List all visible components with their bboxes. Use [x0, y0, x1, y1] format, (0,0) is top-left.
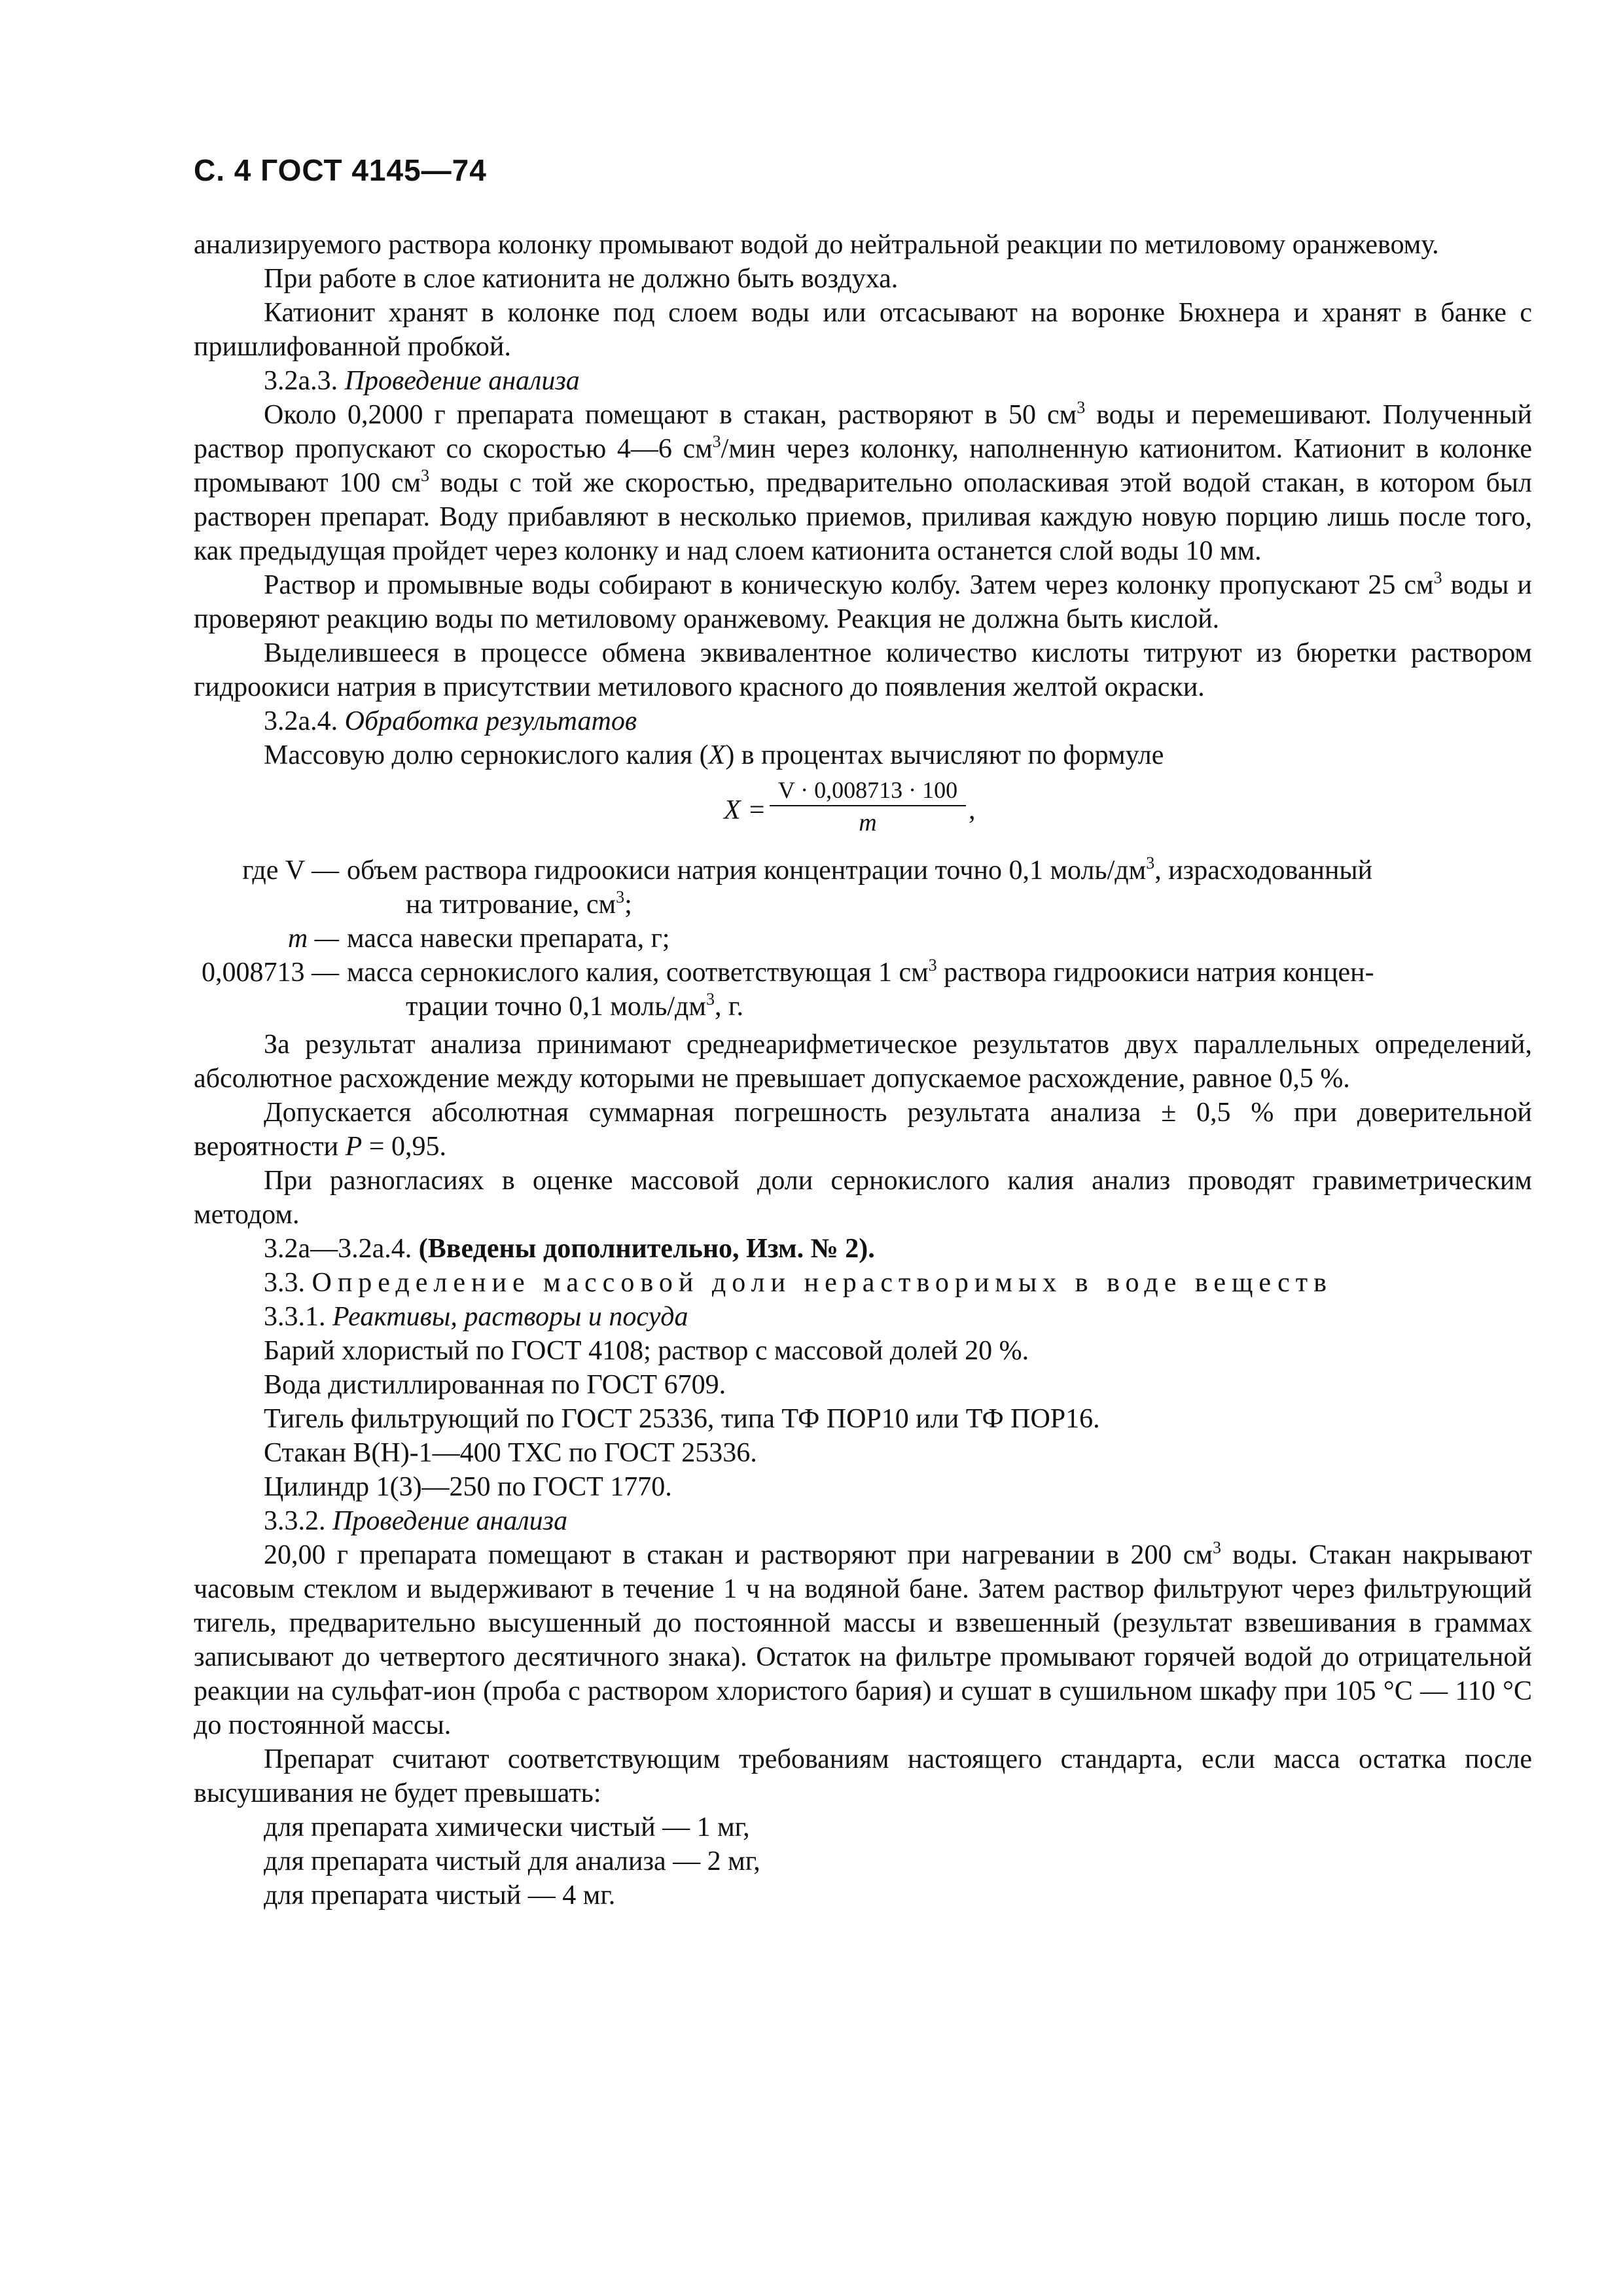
- formula-denominator: m: [859, 809, 877, 836]
- paragraph: При работе в слое катионита не должно быть воздуха.: [264, 264, 899, 294]
- page-header: С. 4 ГОСТ 4145—74: [194, 153, 487, 187]
- section-number: 3.2а—3.2а.4.: [264, 1234, 412, 1264]
- paragraph: Препарат считают соответствующим требованиям настоящего стандарта, если масса остатка после высушивания не будет превышать:: [194, 1744, 1532, 1808]
- formula-fraction: [770, 775, 966, 839]
- section-title: Проведение анализа: [344, 366, 580, 396]
- formula: [194, 775, 1532, 848]
- text-run: масса сернокислого калия, соответствующая 1 см: [347, 958, 929, 988]
- definition-row: [194, 956, 1532, 1024]
- text-run: , г.: [715, 992, 744, 1022]
- reagent-item: Стакан В(Н)-1—400 ТХС по ГОСТ 25336.: [264, 1438, 757, 1468]
- text-run: воды и проверяют реакцию воды по метиловому оранжевому. Реакция не должна быть кислой.: [194, 570, 1533, 634]
- section-number: 3.2а.4.: [264, 706, 338, 736]
- text-run: воды и перемешивают. Полученный раствор пропускают со скоростью 4—6 см: [194, 400, 1532, 464]
- formula-numerator: V · 0,008713 · 100: [770, 775, 966, 806]
- superscript: 3: [712, 432, 721, 451]
- paragraph: [194, 1538, 1532, 1742]
- section-number: 3.3.: [264, 1268, 305, 1298]
- section-number: 3.2а.3.: [264, 366, 338, 396]
- section-number: 3.3.2.: [264, 1506, 326, 1536]
- section-heading-3-3: [194, 1266, 1532, 1300]
- definition-term: m —: [287, 924, 339, 954]
- formula-lhs: X =: [724, 795, 766, 825]
- definition-continuation: [347, 990, 1532, 1024]
- variable-definitions: [194, 853, 1532, 1024]
- amendment-note: [194, 1232, 1532, 1266]
- text-run: = 0,95.: [362, 1132, 446, 1162]
- formula-comma: ,: [969, 795, 976, 825]
- list-item: для препарата чистый для анализа — 2 мг,: [264, 1846, 760, 1876]
- document-body: [194, 228, 1532, 1912]
- reagent-item: Барий хлористый по ГОСТ 4108; раствор с массовой долей 20 %.: [264, 1336, 1029, 1366]
- text-run: на титрование, см: [406, 889, 616, 920]
- paragraph: [194, 1096, 1532, 1164]
- text-run: ) в процентах вычисляют по формуле: [725, 740, 1164, 770]
- section-heading-3-2a-4: [194, 704, 1532, 738]
- section-heading-3-3-1: [194, 1300, 1532, 1334]
- limits-list: [194, 1810, 1532, 1912]
- superscript: 3: [1077, 398, 1086, 417]
- definition-row: [194, 853, 1532, 922]
- superscript: 3: [706, 990, 715, 1009]
- text-run: объем раствора гидроокиси натрия концентрации точно 0,1 моль/дм: [347, 855, 1147, 886]
- paragraph: Катионит хранят в колонке под слоем воды или отсасывают на воронке Бюхнера и хранят в банке с пришлифованной пробкой.: [194, 298, 1532, 362]
- section-title: Определение массовой доли нерастворимых в воде веществ: [312, 1268, 1332, 1298]
- text-run: воды. Стакан накрывают часовым стеклом и выдерживают в течение 1 ч на водяной бане. Затем раствор фильтруют через фильтрующий тигель, предварительно высушенный до постоянной массы и взвешенный (результат взвешивания в граммах записывают до четвертого десятичного знака). Остаток на фильтре промывают горячей водой до отрицательной реакции на сульфат-ион (проба с раствором хлористого бария) и сушат в сушильном шкафу при 105 °С — 110 °С до постоянной массы.: [194, 1540, 1532, 1740]
- paragraph: [194, 568, 1532, 636]
- text-run: Массовую долю сернокислого калия (: [264, 740, 709, 770]
- text-run: Допускается абсолютная суммарная погрешность результата анализа ± 0,5 % при доверительной вероятности: [194, 1098, 1532, 1162]
- text-run: 20,00 г препарата помещают в стакан и растворяют при нагревании в 200 см: [264, 1540, 1213, 1570]
- amendment-text: (Введены дополнительно, Изм. № 2).: [418, 1234, 875, 1264]
- definition-term: где V —: [242, 855, 339, 886]
- definition-text: масса навески препарата, г;: [347, 924, 670, 954]
- superscript: 3: [1433, 568, 1442, 587]
- section-title: Проведение анализа: [332, 1506, 568, 1536]
- variable: X: [708, 740, 726, 770]
- list-item: для препарата чистый — 4 мг.: [264, 1880, 616, 1910]
- superscript: 3: [1146, 853, 1155, 872]
- superscript: 3: [1212, 1538, 1221, 1557]
- text-run: ;: [624, 889, 632, 920]
- list-item: для препарата химически чистый — 1 мг,: [264, 1812, 750, 1842]
- paragraph: анализируемого раствора колонку промывают водой до нейтральной реакции по метиловому оранжевому.: [194, 230, 1439, 260]
- superscript: 3: [928, 956, 937, 975]
- text-run: воды с той же скоростью, предварительно ополаскивая этой водой стакан, в котором был растворен препарат. Воду прибавляют в несколько приемов, приливая каждую новую порцию лишь после того, как предыдущая пройдет через колонку и над слоем катионита останется слой воды 10 мм.: [194, 468, 1532, 566]
- paragraph: Выделившееся в процессе обмена эквивалентное количество кислоты титруют из бюретки раствором гидроокиси натрия в присутствии метилового красного до появления желтой окраски.: [194, 638, 1532, 702]
- section-heading-3-3-2: [194, 1504, 1532, 1538]
- section-title: Реактивы, растворы и посуда: [332, 1302, 688, 1332]
- section-title: Обработка результатов: [344, 706, 637, 736]
- superscript: 3: [421, 466, 430, 485]
- text-run: /мин через колонку, наполненную катионитом. Катионит в колонке промывают 100 см: [194, 434, 1532, 498]
- definition-text: [339, 956, 1532, 1024]
- text-run: раствора гидроокиси натрия концен-: [936, 958, 1374, 988]
- reagent-item: Вода дистиллированная по ГОСТ 6709.: [264, 1370, 726, 1400]
- variable: P: [345, 1132, 363, 1162]
- definition-text: [339, 853, 1532, 922]
- text-run: Около 0,2000 г препарата помещают в стакан, растворяют в 50 см: [264, 400, 1077, 430]
- paragraph: [194, 398, 1532, 568]
- definition-term: 0,008713 —: [202, 958, 339, 988]
- reagent-item: Цилиндр 1(3)—250 по ГОСТ 1770.: [264, 1472, 672, 1502]
- paragraph: [194, 738, 1532, 772]
- paragraph: При разногласиях в оценке массовой доли сернокислого калия анализ проводят гравиметрическим методом.: [194, 1166, 1532, 1230]
- section-number: 3.3.1.: [264, 1302, 326, 1332]
- definition-row: [194, 922, 1532, 956]
- superscript: 3: [616, 888, 625, 906]
- text-run: Раствор и промывные воды собирают в коническую колбу. Затем через колонку пропускают 25 см: [264, 570, 1434, 600]
- text-run: , израсходованный: [1154, 855, 1373, 886]
- reagent-item: Тигель фильтрующий по ГОСТ 25336, типа ТФ ПОР10 или ТФ ПОР16.: [264, 1404, 1100, 1434]
- section-heading-3-2a-3: [194, 364, 1532, 398]
- paragraph: За результат анализа принимают среднеарифметическое результатов двух параллельных определений, абсолютное расхождение между которыми не превышает допускаемое расхождение, равное 0,5 %.: [194, 1030, 1532, 1094]
- text-run: трации точно 0,1 моль/дм: [406, 992, 707, 1022]
- definition-continuation: [347, 888, 1532, 922]
